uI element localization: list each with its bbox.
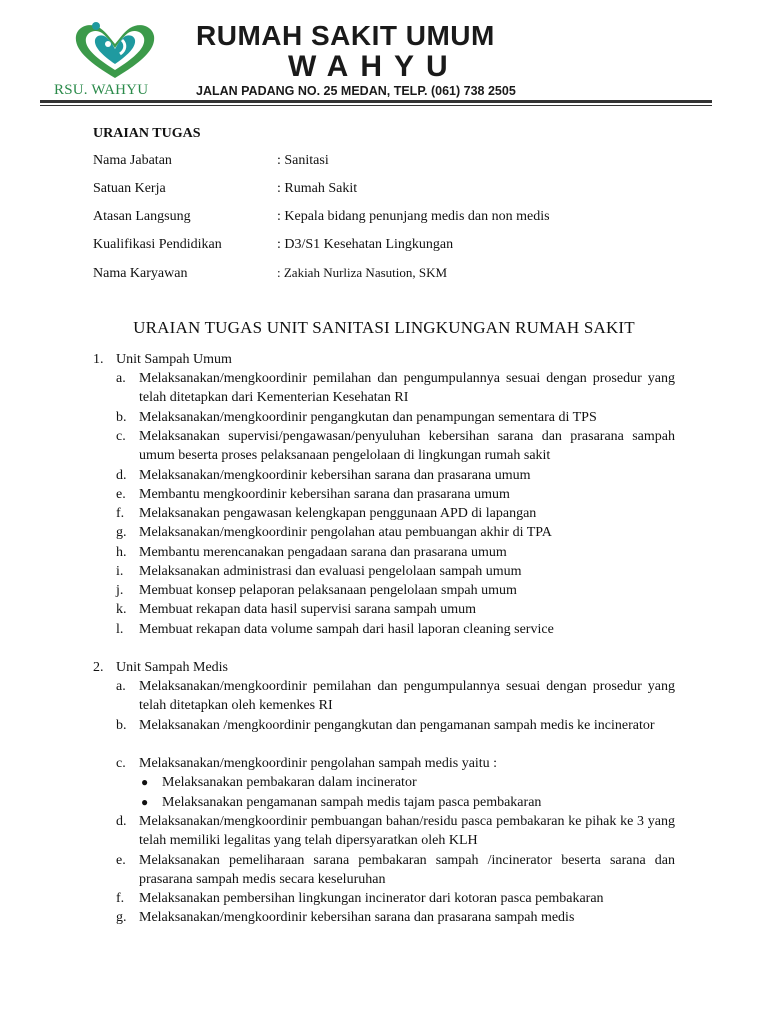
list-item xyxy=(116,523,675,542)
item-marker: c. xyxy=(116,429,126,444)
info-label: Kualifikasi Pendidikan xyxy=(93,237,222,252)
info-label: Nama Jabatan xyxy=(93,153,172,168)
item-text: Melaksanakan/mengkoordinir pemilahan dan pengumpulannya sesuai dengan prosedur yang telah ditetapkan dari Kementerian Kesehatan RI xyxy=(139,371,675,406)
section-title: URAIAN TUGAS xyxy=(93,126,201,141)
item-text: Melaksanakan/mengkoordinir pengolahan sampah medis yaitu : xyxy=(139,756,498,771)
bullet-item xyxy=(139,793,675,812)
item-text: Melaksanakan/mengkoordinir pemilahan dan pengumpulannya sesuai dengan prosedur yang telah ditetapkan oleh kemenkes RI xyxy=(139,679,675,714)
item-text: Melaksanakan supervisi/pengawasan/penyuluhan kebersihan sarana dan prasarana sampah umum beserta proses pelaksanaan pengelolaan di lingkungan rumah sakit xyxy=(139,429,675,464)
list-item xyxy=(116,908,675,927)
item-marker: b. xyxy=(116,718,127,733)
item-marker: l. xyxy=(116,622,124,637)
item-text: Membuat rekapan data hasil supervisi sarana sampah umum xyxy=(139,602,477,617)
hospital-subtitle: WAHYU xyxy=(288,50,460,83)
list-item xyxy=(116,620,675,639)
list-item xyxy=(116,677,675,716)
main-title: URAIAN TUGAS UNIT SANITASI LINGKUNGAN RUMAH SAKIT xyxy=(133,318,635,337)
list-item xyxy=(116,851,675,890)
info-label: Atasan Langsung xyxy=(93,209,191,224)
info-row xyxy=(93,265,447,282)
header-rule-thin xyxy=(40,105,712,106)
item-marker: j. xyxy=(116,583,124,598)
item-marker: g. xyxy=(116,910,127,925)
item-marker: c. xyxy=(116,756,126,771)
info-row xyxy=(93,209,550,225)
info-value: : Kepala bidang penunjang medis dan non medis xyxy=(277,209,550,224)
item-marker: g. xyxy=(116,525,127,540)
item-text: Melaksanakan/mengkoordinir pengangkutan dan penampungan sementara di TPS xyxy=(139,410,597,425)
item-marker: h. xyxy=(116,545,127,560)
item-text: Melaksanakan/mengkoordinir pengolahan atau pembuangan akhir di TPA xyxy=(139,525,552,540)
info-value: : D3/S1 Kesehatan Lingkungan xyxy=(277,237,454,252)
list-item xyxy=(116,485,675,504)
bullet-text: Melaksanakan pengamanan sampah medis tajam pasca pembakaran xyxy=(162,795,542,810)
bullet-icon: ● xyxy=(141,795,149,809)
item-text: Membuat konsep pelaporan pelaksanaan pengelolaan smpah umum xyxy=(139,583,517,598)
list-item xyxy=(116,581,675,600)
list-item xyxy=(116,408,675,427)
item-marker: b. xyxy=(116,410,127,425)
list-item xyxy=(116,543,675,562)
list-item xyxy=(116,716,675,735)
list-item xyxy=(116,889,675,908)
info-value: : Zakiah Nurliza Nasution, SKM xyxy=(277,265,448,280)
logo-caption: RSU. WAHYU xyxy=(54,82,149,98)
section-heading: Unit Sampah Umum xyxy=(116,352,232,367)
bullet-text: Melaksanakan pembakaran dalam incinerator xyxy=(162,775,417,790)
item-marker: d. xyxy=(116,468,127,483)
item-marker: a. xyxy=(116,679,126,694)
info-row xyxy=(93,181,357,197)
item-text: Membuat rekapan data volume sampah dari hasil laporan cleaning service xyxy=(139,622,554,637)
item-text: Melaksanakan /mengkoordinir pengangkutan dan pengamanan sampah medis ke incinerator xyxy=(139,718,655,733)
hospital-name: RUMAH SAKIT UMUM xyxy=(196,20,495,51)
info-value: : Rumah Sakit xyxy=(277,181,358,196)
item-marker: e. xyxy=(116,487,126,502)
list-item xyxy=(116,600,675,619)
list-item xyxy=(116,812,675,851)
info-label: Nama Karyawan xyxy=(93,266,188,281)
hospital-logo xyxy=(60,18,170,82)
letterhead xyxy=(0,0,768,110)
item-text: Membantu mengkoordinir kebersihan sarana dan prasarana umum xyxy=(139,487,510,502)
list-item xyxy=(116,427,675,466)
item-text: Melaksanakan/mengkoordinir pembuangan bahan/residu pasca pembakaran ke pihak ke 3 yang telah memiliki legalitas yang telah dipersyaratkan oleh KLH xyxy=(139,814,675,849)
item-marker: d. xyxy=(116,814,127,829)
bullet-icon: ● xyxy=(141,775,149,789)
info-row xyxy=(93,237,453,253)
item-marker: a. xyxy=(116,371,126,386)
item-text: Melaksanakan pengawasan kelengkapan penggunaan APD di lapangan xyxy=(139,506,537,521)
info-row xyxy=(93,153,329,169)
list-item xyxy=(116,754,675,773)
item-marker: f. xyxy=(116,506,125,521)
section-number: 1. xyxy=(93,352,104,367)
list-item xyxy=(116,504,675,523)
bullet-item xyxy=(139,773,675,792)
item-text: Membantu merencanakan pengadaan sarana dan prasarana umum xyxy=(139,545,507,560)
section-heading: Unit Sampah Medis xyxy=(116,660,228,675)
item-text: Melaksanakan administrasi dan evaluasi pengelolaan sampah umum xyxy=(139,564,522,579)
hospital-address: JALAN PADANG NO. 25 MEDAN, TELP. (061) 738 2505 xyxy=(196,84,516,98)
list-item xyxy=(116,562,675,581)
item-marker: i. xyxy=(116,564,124,579)
info-label: Satuan Kerja xyxy=(93,181,166,196)
item-marker: k. xyxy=(116,602,127,617)
section-number: 2. xyxy=(93,660,104,675)
item-text: Melaksanakan pemeliharaan sarana pembakaran sampah /incinerator beserta sarana dan prasarana sampah medis secara keseluruhan xyxy=(139,853,675,888)
item-text: Melaksanakan/mengkoordinir kebersihan sarana dan prasarana umum xyxy=(139,468,531,483)
item-marker: e. xyxy=(116,853,126,868)
item-text: Melaksanakan/mengkoordinir kebersihan sarana dan prasarana sampah medis xyxy=(139,910,575,925)
header-rule-thick xyxy=(40,100,712,103)
item-text: Melaksanakan pembersihan lingkungan incinerator dari kotoran pasca pembakaran xyxy=(139,891,604,906)
list-item xyxy=(116,369,675,408)
item-marker: f. xyxy=(116,891,125,906)
list-item xyxy=(116,466,675,485)
info-value: : Sanitasi xyxy=(277,153,329,168)
